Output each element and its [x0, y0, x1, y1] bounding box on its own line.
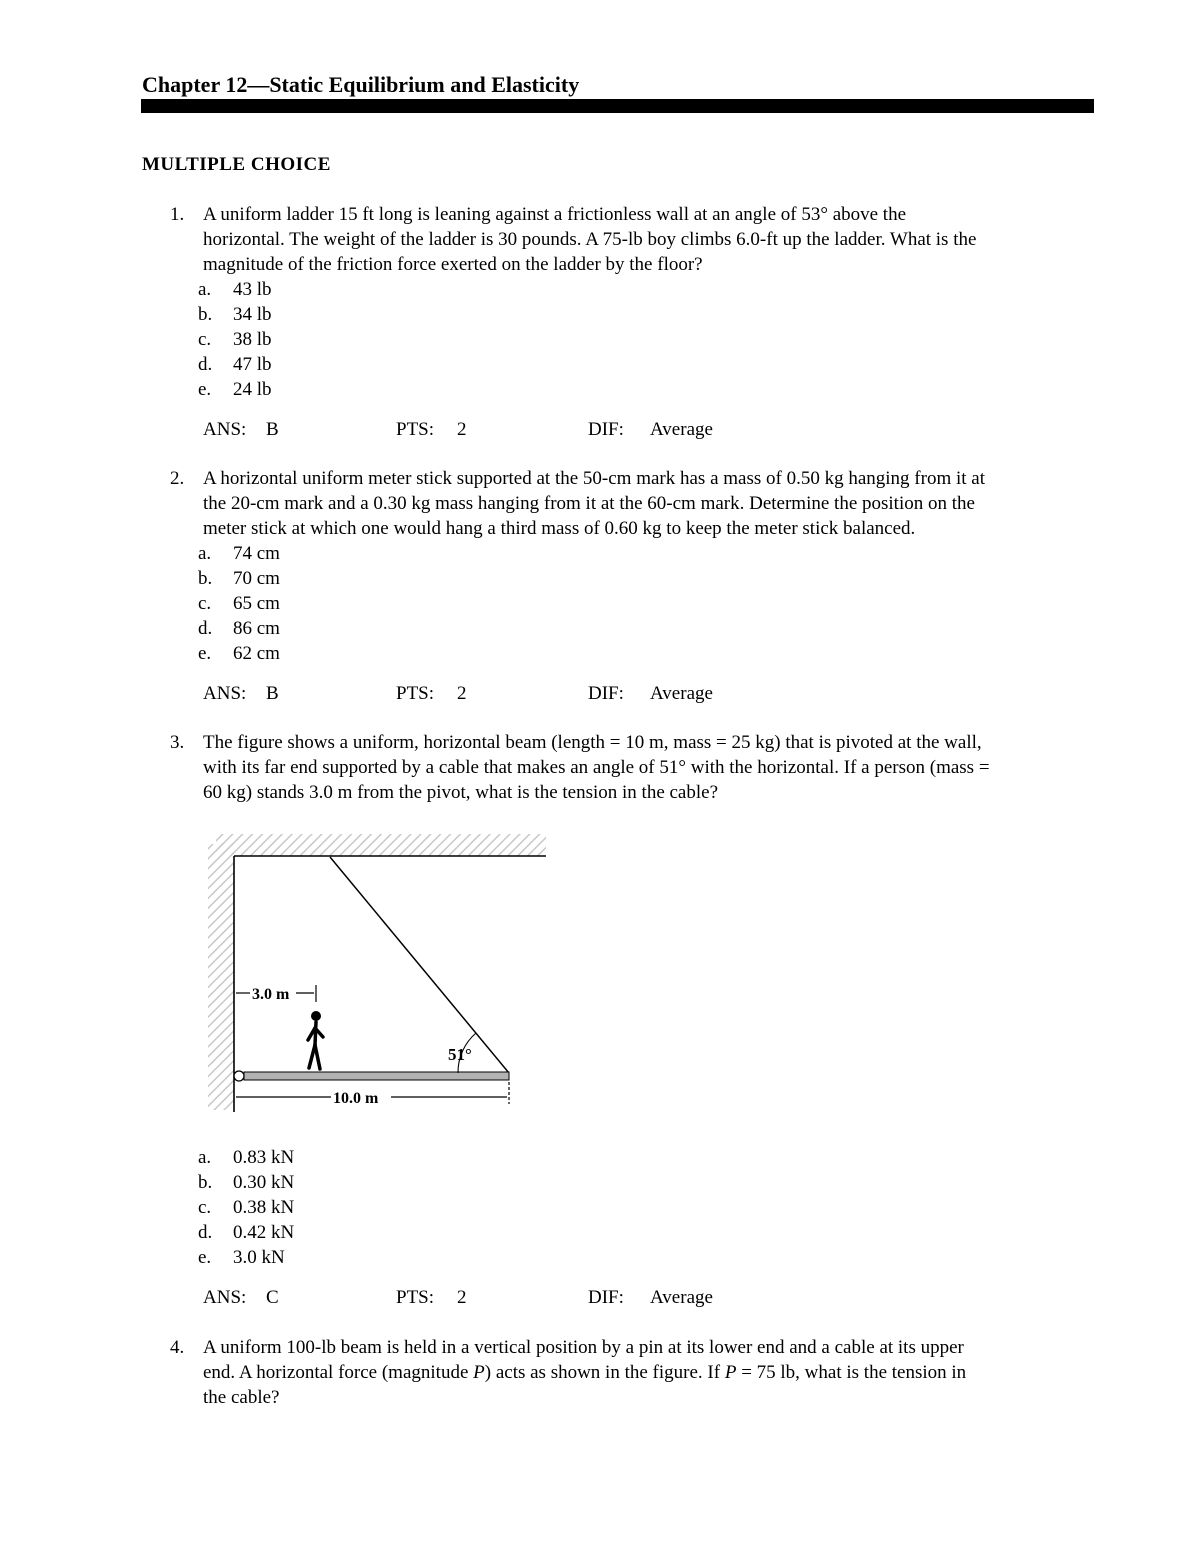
title-rule: [141, 99, 1094, 113]
ans-label: ANS:: [203, 1287, 247, 1308]
ans-label: ANS:: [203, 419, 247, 440]
question-line: The figure shows a uniform, horizontal beam (length = 10 m, mass = 25 kg) that is pivoted at the wall,: [203, 732, 982, 753]
option-c: c. 38 lb: [198, 329, 272, 350]
option-e: e. 62 cm: [198, 643, 280, 664]
option-b: b. 0.30 kN: [198, 1172, 295, 1193]
question-text: [203, 202, 1093, 277]
dif-value: Average: [650, 683, 713, 704]
length-label: 10.0 m: [333, 1090, 379, 1107]
beam-figure: [206, 830, 551, 1120]
angle-label: 51°: [448, 1045, 472, 1064]
dif-label: DIF:: [588, 419, 624, 440]
option-d: d. 47 lb: [198, 354, 272, 375]
pivot-pin: [234, 1071, 244, 1081]
option-a: a. 74 cm: [198, 543, 280, 564]
pts-label: PTS:: [396, 1287, 435, 1308]
option-d: d. 86 cm: [198, 618, 280, 639]
ans-value: B: [266, 419, 279, 440]
distance-label: 3.0 m: [252, 986, 290, 1003]
question-number: 4.: [170, 1337, 185, 1358]
ans-value: B: [266, 683, 279, 704]
question-number: 3.: [170, 732, 185, 753]
wall-hatch: [208, 844, 234, 1110]
question-line: A uniform 100-lb beam is held in a vertical position by a pin at its lower end and a cable at its upper: [203, 1337, 964, 1358]
option-a: a. 43 lb: [198, 279, 272, 300]
pts-label: PTS:: [396, 419, 435, 440]
cable: [330, 857, 509, 1073]
pts-value: 2: [457, 683, 467, 704]
pts-label: PTS:: [396, 683, 435, 704]
dif-value: Average: [650, 419, 713, 440]
option-c: c. 0.38 kN: [198, 1197, 295, 1218]
chapter-title: Chapter 12—Static Equilibrium and Elasticity: [142, 72, 580, 97]
answer-options: [198, 1145, 294, 1270]
beam: [244, 1072, 509, 1080]
option-b: b. 34 lb: [198, 304, 272, 325]
pts-value: 2: [457, 419, 467, 440]
question-line: meter stick at which one would hang a third mass of 0.60 kg to keep the meter stick balanced.: [203, 518, 916, 539]
question-line: A horizontal uniform meter stick supported at the 50-cm mark has a mass of 0.50 kg hanging from it at: [203, 468, 985, 489]
question-text: [203, 1335, 1093, 1410]
ceiling-hatch: [216, 834, 546, 856]
ans-label: ANS:: [203, 683, 247, 704]
option-b: b. 70 cm: [198, 568, 280, 589]
question-text: [203, 466, 1093, 541]
question-number: 1.: [170, 204, 185, 225]
dif-value: Average: [650, 1287, 713, 1308]
question-line: the cable?: [203, 1387, 280, 1408]
question-number: 2.: [170, 468, 185, 489]
person-icon: [308, 1011, 323, 1069]
question-line: A uniform ladder 15 ft long is leaning against a frictionless wall at an angle of 53° above the: [203, 204, 907, 225]
dif-label: DIF:: [588, 1287, 624, 1308]
ans-value: C: [266, 1287, 279, 1308]
answer-options: [198, 541, 280, 666]
pts-value: 2: [457, 1287, 467, 1308]
question-line: end. A horizontal force (magnitude P) acts as shown in the figure. If P = 75 lb, what is the tension in: [203, 1362, 967, 1383]
option-d: d. 0.42 kN: [198, 1222, 295, 1243]
option-c: c. 65 cm: [198, 593, 280, 614]
question-line: with its far end supported by a cable that makes an angle of 51° with the horizontal. If a person (mass =: [203, 757, 990, 778]
option-e: e. 3.0 kN: [198, 1247, 285, 1268]
dif-label: DIF:: [588, 683, 624, 704]
question-line: magnitude of the friction force exerted on the ladder by the floor?: [203, 254, 703, 275]
section-heading: MULTIPLE CHOICE: [142, 154, 331, 175]
question-line: horizontal. The weight of the ladder is 30 pounds. A 75-lb boy climbs 6.0-ft up the ladder. What is the: [203, 229, 977, 250]
question-line: the 20-cm mark and a 0.30 kg mass hanging from it at the 60-cm mark. Determine the position on the: [203, 493, 975, 514]
question-text: [203, 730, 1093, 805]
option-e: e. 24 lb: [198, 379, 272, 400]
answer-options: [198, 277, 272, 402]
option-a: a. 0.83 kN: [198, 1147, 295, 1168]
question-line: 60 kg) stands 3.0 m from the pivot, what is the tension in the cable?: [203, 782, 719, 803]
